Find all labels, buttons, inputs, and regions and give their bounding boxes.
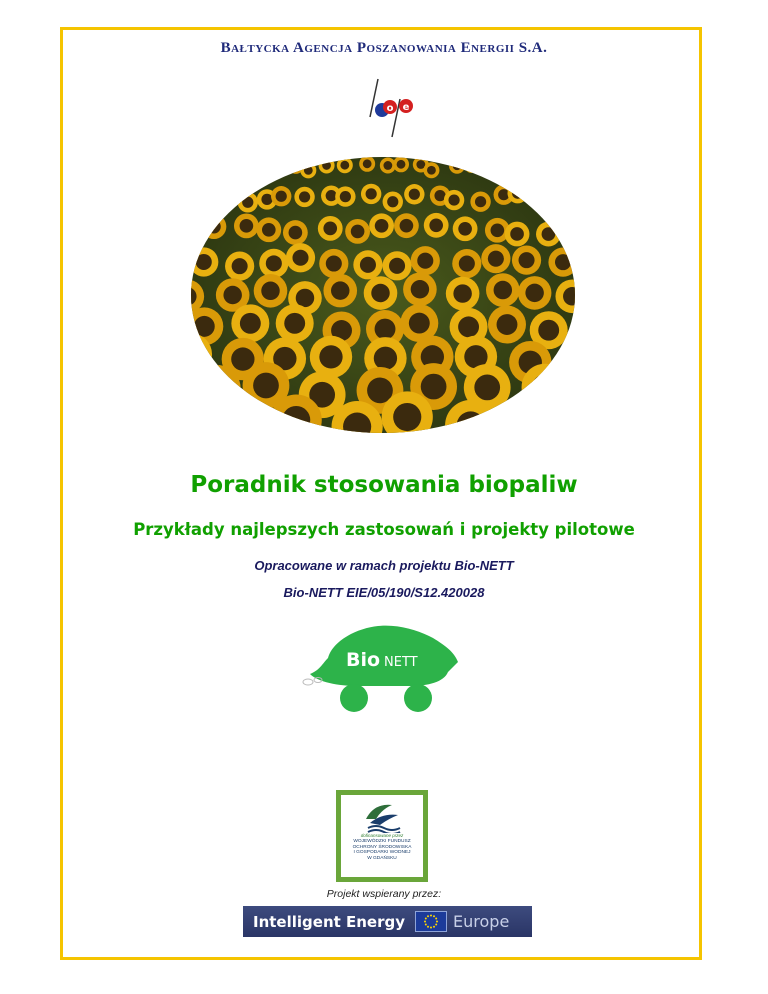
sunflower-head: [394, 213, 419, 238]
eu-star-icon: [425, 924, 427, 926]
eu-star-icon: [435, 918, 437, 920]
sunflower-head: [563, 222, 576, 247]
sunflower-head: [300, 162, 316, 178]
eu-star-icon: [427, 926, 429, 928]
sunflower-head: [345, 219, 370, 244]
sunflower-head: [382, 251, 411, 280]
agency-name: Bałtycka Agencja Poszanowania Energii S.A.: [220, 40, 548, 56]
sunflower-head: [335, 186, 355, 206]
sunflower-head: [424, 213, 449, 238]
wfos-name-line: W GDAŃSKU: [367, 855, 397, 861]
sunflower-head: [550, 157, 566, 173]
sunflower-head: [364, 276, 398, 310]
support-label: Projekt wspierany przez:: [326, 888, 442, 900]
sunflower-head: [209, 190, 229, 210]
eu-star-icon: [424, 921, 426, 923]
eu-star-icon: [425, 918, 427, 920]
prepared-line: Opracowane w ramach projektu Bio-NETT: [254, 558, 514, 573]
sunflower-head: [497, 156, 513, 170]
eu-star-icon: [430, 915, 432, 917]
iee-right-text: Europe: [453, 912, 510, 931]
document-subtitle: Przykłady najlepszych zastosowań i projekty pilotowe: [133, 520, 635, 539]
sunflower-head: [453, 216, 478, 241]
sunflower-head: [202, 214, 227, 239]
sunflower-head: [452, 249, 481, 278]
wfos-logo: [336, 790, 428, 882]
sunflower-head: [518, 276, 552, 310]
sunflower-head: [568, 157, 576, 173]
sunflower-head: [411, 246, 440, 275]
sunflower-head: [536, 191, 556, 211]
eu-star-icon: [436, 921, 438, 923]
sunflower-head: [225, 252, 254, 281]
wfos-name: [353, 839, 412, 861]
sunflower-head: [337, 157, 353, 173]
sunflower-head: [234, 213, 259, 238]
sunflower-head: [283, 220, 308, 245]
sunflower-head: [393, 156, 409, 172]
sunflower-head: [481, 244, 510, 273]
wfos-name-line: I GOSPODARKI WODNEJ: [353, 850, 411, 855]
sunflower-head: [537, 156, 553, 172]
eu-star-icon: [433, 926, 435, 928]
sunflower-head: [271, 186, 291, 206]
sunflower-head: [256, 217, 281, 242]
sunflower-head: [536, 222, 561, 247]
sunflower-head: [318, 216, 343, 241]
project-code: Bio-NETT EIE/05/190/S12.420028: [283, 585, 485, 600]
sunflower-head: [190, 396, 211, 434]
sunflower-head: [353, 250, 382, 279]
sunflower-head: [470, 191, 490, 211]
sunflower-head: [190, 216, 200, 241]
sunflower-head: [446, 277, 480, 311]
sunflower-head: [361, 184, 381, 204]
document-title: Poradnik stosowania biopaliw: [190, 472, 578, 498]
svg-text:e: e: [402, 102, 410, 113]
bionett-nett-text: NETT: [384, 655, 418, 670]
sunflower-head: [286, 243, 315, 272]
sunflower-head: [254, 156, 270, 170]
svg-text:o: o: [386, 103, 394, 114]
sunflower-head: [359, 156, 375, 172]
sunflower-head: [190, 190, 208, 210]
sunflower-head: [310, 336, 352, 378]
eu-star-icon: [433, 915, 435, 917]
sunflower-head: [488, 306, 526, 344]
sunflower-head: [276, 304, 314, 342]
sunflower-head: [383, 192, 403, 212]
sunflower-head: [403, 272, 437, 306]
bionett-logo: [298, 620, 460, 720]
eu-star-icon: [427, 915, 429, 917]
sunflower-head: [190, 159, 198, 175]
iee-banner: [243, 906, 532, 937]
sunflower-head: [482, 156, 498, 170]
sunflower-head: [512, 246, 541, 275]
iee-left-text: Intelligent Energy: [253, 912, 406, 931]
sunflower-head: [267, 160, 283, 176]
wfos-name-line: OCHRONY ŚRODOWISKA: [352, 844, 412, 850]
sunflower-head: [548, 398, 576, 434]
eu-star-icon: [435, 924, 437, 926]
sunflower-head: [238, 192, 258, 212]
wfos-small-text: dofinansowane przez: [360, 833, 404, 838]
sunflower-head: [323, 274, 357, 308]
sunflower-head: [254, 274, 288, 308]
eu-star-icon: [430, 927, 432, 929]
sunflower-head: [507, 183, 527, 203]
sunflower-head: [213, 162, 229, 178]
sunflower-head: [319, 157, 335, 173]
sunflower-head: [505, 222, 530, 247]
sunflower-field-photo: [190, 156, 576, 434]
sunflower-head: [554, 183, 574, 203]
bape-logo: [360, 75, 430, 139]
sunflower-head: [231, 304, 269, 342]
sunflower-head: [444, 190, 464, 210]
sunflower-head: [575, 244, 576, 273]
sunflower-head: [449, 158, 465, 174]
sunflower-head: [294, 187, 314, 207]
sunflower-head: [423, 162, 439, 178]
sunflower-head: [259, 249, 288, 278]
sunflower-head: [197, 157, 213, 173]
wfos-name-line: WOJEWÓDZKI FUNDUSZ: [353, 839, 411, 844]
sunflower-head: [190, 247, 218, 276]
sunflower-head: [215, 398, 266, 434]
bionett-bio-text: Bio: [346, 649, 381, 671]
sunflower-head: [486, 273, 520, 307]
sunflower-head: [514, 160, 530, 176]
sunflower-head: [234, 156, 250, 172]
wfos-emblem-icon: [362, 799, 402, 833]
sunflower-head: [496, 401, 547, 434]
sunflower-head: [464, 157, 480, 173]
sunflower-head: [522, 364, 569, 411]
sunflower-head: [404, 184, 424, 204]
sunflower-head: [319, 249, 348, 278]
sunflower-head: [194, 365, 241, 412]
eu-flag-icon: [415, 911, 447, 932]
sunflower-head: [369, 213, 394, 238]
